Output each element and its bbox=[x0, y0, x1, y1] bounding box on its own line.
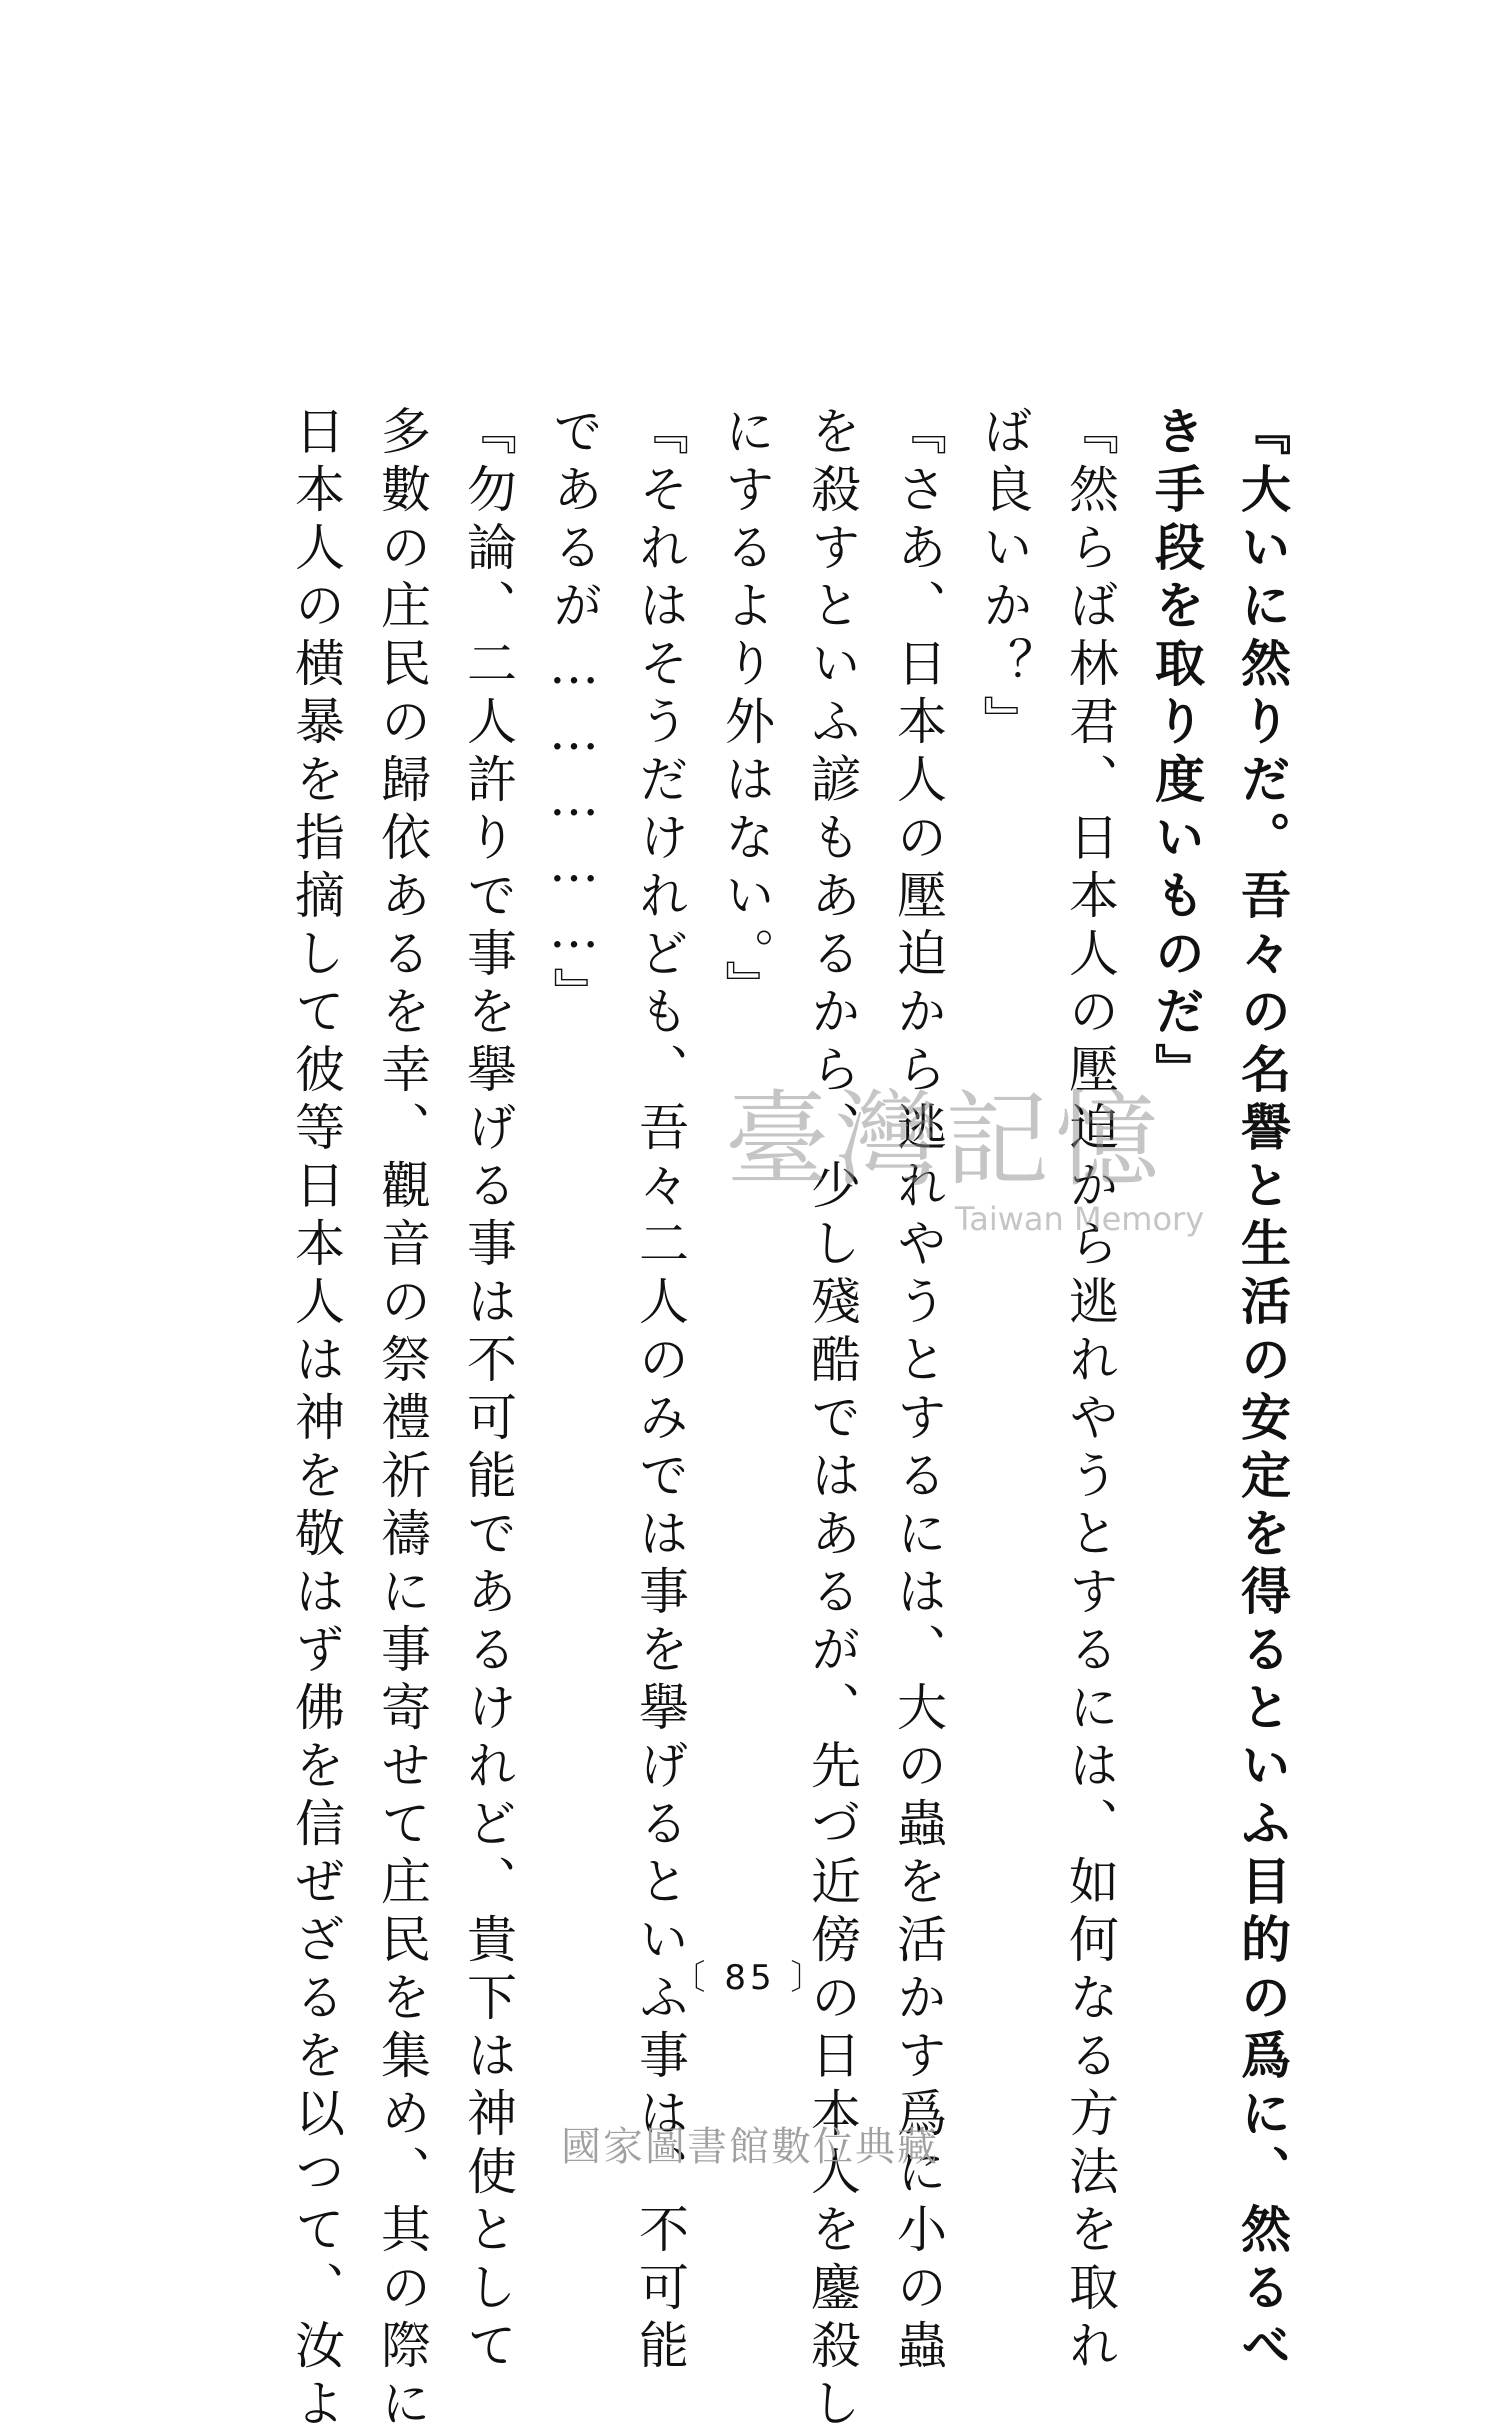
page-number: 〔 85 〕 bbox=[671, 1958, 829, 1998]
text-column-3: 『然らば林君、日本人の壓迫から逃れやうとするには、如何なる方法を取れ bbox=[1061, 405, 1119, 2377]
library-footer: 國家圖書館數位典藏 bbox=[561, 2124, 939, 2170]
text-column-5: 『さあ、日本人の壓迫から逃れやうとするには、大の蟲を活かす爲に小の蟲 bbox=[889, 405, 947, 2377]
watermark-title: 臺灣記憶 bbox=[725, 1079, 1166, 1201]
watermark-subtitle: Taiwan Memory bbox=[955, 1200, 1205, 1238]
text-column-7: にするより外はない。』 bbox=[717, 405, 775, 1018]
text-column-9: であるが……………』 bbox=[545, 405, 603, 1025]
text-column-6: を殺すといふ諺もあるから、少し殘酷ではあるが、先づ近傍の日本人を鏖殺し bbox=[803, 405, 861, 2435]
text-column-10: 『勿論、二人許りで事を擧げる事は不可能であるけれど、貴下は神使として bbox=[459, 405, 517, 2377]
text-column-2: き手段を取り度いものだ』 bbox=[1147, 405, 1206, 1101]
text-column-1: 『大いに然りだ。吾々の名譽と生活の安定を得るといふ目的の爲に、然るべ bbox=[1233, 405, 1292, 2377]
text-column-8: 『それはそうだけれども、吾々二人のみでは事を擧げるといふ事は、不可能 bbox=[631, 405, 689, 2377]
text-column-4: ば良いか？』 bbox=[975, 405, 1033, 753]
text-column-12: 日本人の横暴を指摘して彼等日本人は神を敬はず佛を信ぜざるを以つて、汝よ bbox=[287, 405, 345, 2435]
text-column-11: 多數の庄民の歸依あるを幸、觀音の祭禮祈禱に事寄せて庄民を集め、其の際に bbox=[373, 405, 431, 2435]
